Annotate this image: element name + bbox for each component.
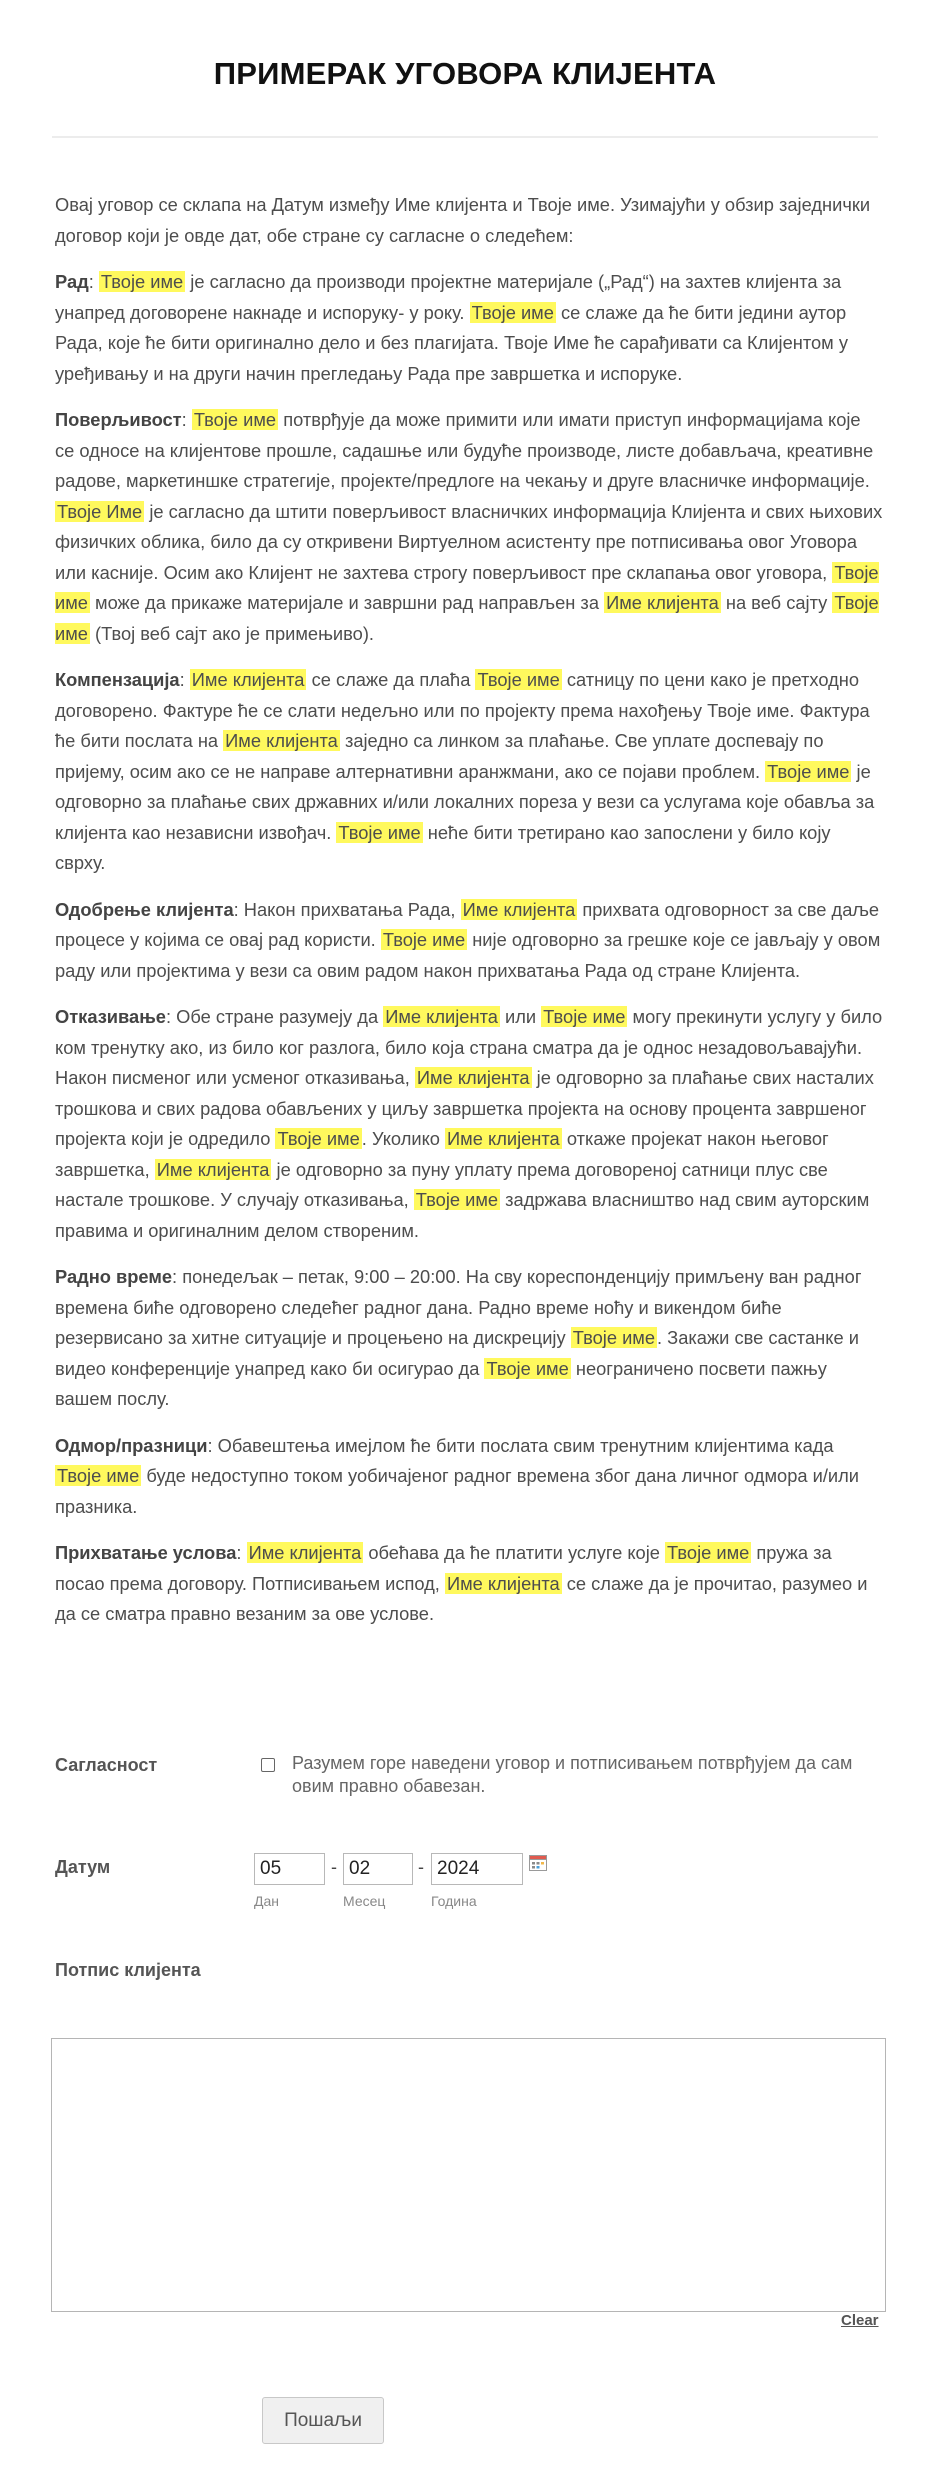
section-text: потврђује да може примити или имати приступ информацијама које се односе на клијентове прошле, садашње или будуће производе, листе добављача, креативне радове, маркетиншке стратегије, пројекте/предлоге на чекању и друге власничке информације. <box>55 409 874 491</box>
section-text: или <box>499 1006 542 1027</box>
highlighted-placeholder: Име клијента <box>385 1006 498 1027</box>
title-divider <box>52 136 878 138</box>
section-text: . Закажи све састанке и видео конференције унапред како би осигурао да <box>55 1327 859 1379</box>
section-heading: Одобрење клијента <box>55 898 234 920</box>
date-label: Датум <box>55 1857 111 1877</box>
highlighted-placeholder: Твоје име <box>193 409 277 430</box>
day-sublabel: Дан <box>254 1893 279 1909</box>
highlighted-placeholder: Твоје име <box>382 929 466 950</box>
highlighted-placeholder: Твоје име <box>477 669 560 690</box>
section-heading: Рад <box>55 271 89 292</box>
highlighted-placeholder: Име клијента <box>156 1158 270 1180</box>
highlighted-placeholder: Твоје име <box>486 1357 569 1379</box>
page-title: ПРИМЕРАК УГОВОРА КЛИЈЕНТА <box>213 56 717 91</box>
section-text: : <box>88 271 99 292</box>
highlighted-placeholder: Твоје Име <box>57 500 143 522</box>
highlighted-placeholder: Твоје име <box>57 1465 140 1486</box>
highlighted-placeholder: Име клијента <box>462 898 576 920</box>
highlighted-placeholder: Твоје име <box>767 760 850 782</box>
contract-section <box>55 1262 883 1415</box>
highlighted-placeholder: Име клијента <box>416 1067 530 1088</box>
highlighted-placeholder: Име клијента <box>606 592 719 613</box>
contract-intro: Овај уговор се склапа на Датум између Име клијента и Твоје име. Узимајући у обзир заједнички договор који је овде дат, обе стране су сагласне о следећем: <box>55 194 871 246</box>
section-text: је сагласно да производи пројектне материјале („Рад“) на захтев клијента за унапред договорене накнаде и испоруку- у року. <box>55 271 842 323</box>
section-heading: Поверљивост <box>55 409 182 430</box>
date-separator: - <box>331 1857 337 1877</box>
consent-text: Разумем горе наведени уговор и потписивањем потврђујем да сам овим правно обавезан. <box>292 1753 853 1796</box>
section-text: заједно са линком за плаћање. Све уплате доспевају по пријему, осим ако се не направе алтернативни аранжмани, ако се појави проблем. <box>55 730 824 782</box>
contract-section <box>55 1538 883 1630</box>
section-text: : понедељак – петак, 9:00 – 20:00. На сву кореспонденцију примљену ван радног времена биће одговорено следећег радног дана. Радно време ноћу и викендом биће резервисано за хитне ситуације и процењено на дискрецију <box>55 1266 862 1348</box>
section-heading: Прихватање услова <box>55 1542 237 1563</box>
contract-section <box>55 267 883 389</box>
section-text: : <box>179 669 190 690</box>
section-text: могу прекинути услугу у било ком тренутку ако, из било ког разлога, било која страна сматра да је однос незадовољавајући. Након писменог или усменог отказивања, <box>55 1006 883 1088</box>
month-sublabel: Месец <box>343 1893 386 1909</box>
section-text: на веб сајту <box>720 592 833 613</box>
highlighted-placeholder: Твоје име <box>55 561 879 613</box>
highlighted-placeholder: Твоје име <box>667 1542 750 1563</box>
section-text: није одговорно за грешке које се јављају у овом раду или пројектима у вези са овим радом након прихватања Рада од стране Клијента. <box>55 929 881 981</box>
highlighted-placeholder: Име клијента <box>447 1128 560 1149</box>
calendar-icon[interactable] <box>529 1854 547 1871</box>
section-text: : Након прихватања Рада, <box>233 898 461 920</box>
date-separator: - <box>418 1857 424 1877</box>
year-sublabel: Година <box>431 1893 477 1909</box>
highlighted-placeholder: Име клијента <box>446 1572 560 1594</box>
section-text: је сагласно да штити поверљивост власничких информација Клијента и свих њихових физичких облика, било да су откривени Виртуелном асистенту пре потписивања овог Уговора или касније. Осим ако Клијент не захтева строгу поверљивост пре склапања овог уговора, <box>55 500 883 583</box>
section-heading: Компензација <box>55 669 180 690</box>
section-text: (Твој веб сајт ако је примењиво). <box>89 622 374 644</box>
section-text: се слаже да ће бити једини аутор Рада, које ће бити оригинално дело и без плагијата. Твоје Име ће сарађивати са Клијентом у уређивању и на други начин прегледању Рада пре завршетка и испоруке. <box>55 301 848 384</box>
section-text: откаже пројекат након његовог завршетка, <box>55 1128 829 1180</box>
highlighted-placeholder: Твоје име <box>415 1189 499 1210</box>
highlighted-placeholder: Име клијента <box>248 1542 362 1563</box>
highlighted-placeholder: Име клијента <box>225 730 338 751</box>
section-text: неограничено посвети пажњу вашем послу. <box>55 1357 827 1409</box>
month-input[interactable] <box>343 1853 413 1885</box>
highlighted-placeholder: Твоје име <box>572 1327 656 1348</box>
contract-section <box>55 1431 883 1523</box>
submit-button[interactable]: Пошаљи <box>262 2397 384 2444</box>
section-text: обећава да ће платити услуге које <box>363 1542 666 1563</box>
year-input[interactable] <box>431 1853 523 1885</box>
contract-section <box>55 1002 883 1246</box>
section-text: се слаже да плаћа <box>306 669 476 690</box>
section-text: може да прикаже материјале и завршни рад направљен за <box>89 592 605 613</box>
section-text: је одговорно за плаћање свих државних и/или локалних пореза у вези са услугама које обавља за клијента као независни извођач. <box>55 760 875 843</box>
section-heading: Отказивање <box>55 1006 166 1027</box>
section-text: се слаже да је прочитао, разумео и да се сматра правно везаним за ове услове. <box>55 1572 868 1624</box>
highlighted-placeholder: Твоје име <box>338 821 421 843</box>
highlighted-placeholder: Твоје име <box>55 592 879 644</box>
section-text: . Уколико <box>361 1128 446 1149</box>
highlighted-placeholder: Твоје име <box>277 1128 360 1149</box>
signature-label: Потпис клијента <box>55 1960 201 1980</box>
signature-pad[interactable] <box>51 2038 886 2312</box>
highlighted-placeholder: Твоје име <box>100 271 184 292</box>
section-text: : <box>181 409 192 430</box>
contract-section <box>55 405 883 649</box>
section-text: сатницу по цени како је претходно договорено. Фактуре ће се слати недељно или по пројекту према нахођењу Твоје име. Фактура ће бити послата на <box>55 669 870 751</box>
section-text: буде недоступно током уобичајеног радног времена због дана личног одмора и/или празника. <box>55 1465 859 1517</box>
section-text: : <box>236 1542 247 1563</box>
section-heading: Одмор/празници <box>55 1434 208 1456</box>
section-text: задржава власништво над свим ауторским правима и оригиналним делом створеним. <box>55 1189 870 1241</box>
section-text: је одговорно за плаћање свих насталих трошкова и свих радова обављених у циљу завршетка пројекта на основу процента завршеног пројекта који је одредило <box>55 1067 874 1149</box>
section-text: : Обе стране разумеју да <box>165 1006 384 1027</box>
section-heading: Радно време <box>55 1266 173 1287</box>
contract-text <box>55 190 883 1646</box>
day-input[interactable] <box>254 1853 325 1885</box>
section-text: пружа за посао према договору. Потписивањем испод, <box>55 1542 832 1594</box>
highlighted-placeholder: Твоје име <box>471 301 554 323</box>
highlighted-placeholder: Име клијента <box>191 669 305 690</box>
section-text: прихвата одговорност за све даље процесе у којима се овај рад користи. <box>55 898 880 950</box>
section-text: неће бити третирано као запослени у било коју сврху. <box>55 821 831 873</box>
contract-section <box>55 895 883 987</box>
highlighted-placeholder: Твоје име <box>543 1006 626 1027</box>
section-text: : Обавештења имејлом ће бити послата свим тренутним клијентима када <box>207 1434 834 1456</box>
consent-label: Сагласност <box>55 1755 158 1775</box>
clear-signature-link[interactable]: Clear <box>841 2312 879 2329</box>
contract-section <box>55 665 883 879</box>
consent-checkbox[interactable] <box>261 1758 275 1772</box>
section-text: је одговорно за пуну уплату према договореној сатници плус све настале трошкове. У случају отказивања, <box>55 1158 828 1210</box>
